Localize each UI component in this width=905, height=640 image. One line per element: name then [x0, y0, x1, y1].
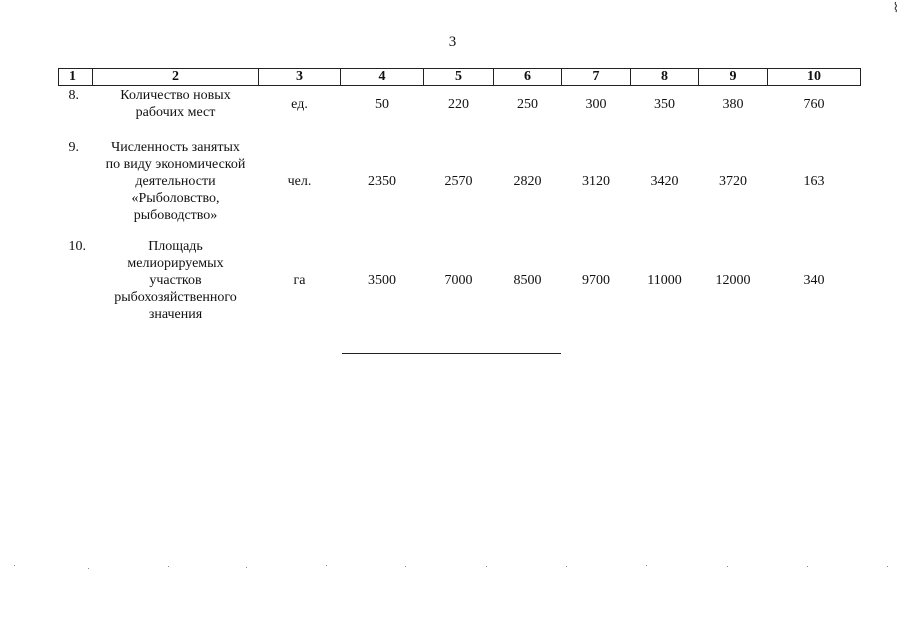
unit-cell: чел.: [287, 174, 312, 189]
scan-speck: [326, 565, 327, 566]
value-cell: 12000: [715, 273, 751, 288]
scan-speck: [88, 568, 89, 569]
indicator-name-line: Площадь: [148, 239, 203, 254]
indicator-name-line: «Рыболовство,: [131, 191, 220, 206]
table-header-row: [59, 69, 861, 86]
value-cell: 163: [803, 174, 825, 189]
value-cell: 380: [722, 96, 744, 112]
value-cell: 50: [375, 96, 389, 112]
value-cell: 7000: [444, 273, 473, 288]
scan-speck: [486, 566, 487, 567]
unit-cell: га: [293, 273, 306, 288]
value-cell: 11000: [647, 273, 682, 288]
indicators-table: [58, 68, 861, 323]
indicator-name-line: значения: [148, 307, 203, 322]
scan-speck: [566, 566, 567, 567]
value-cell: 760: [803, 96, 825, 112]
row-number: 9.: [68, 140, 79, 155]
scan-speck: [405, 566, 406, 567]
scan-speck: [246, 567, 247, 568]
value-cell: 250: [517, 96, 538, 112]
table-row: [59, 86, 861, 122]
end-separator-line: [342, 353, 561, 354]
scan-speck: [646, 565, 647, 566]
page-number: 3: [448, 34, 457, 50]
column-header-10: 10: [768, 69, 861, 86]
value-cell: 2820: [513, 174, 542, 189]
column-header-7: 7: [562, 69, 631, 86]
scan-speck: [168, 566, 169, 567]
value-cell: 8500: [513, 273, 542, 288]
value-cell: 220: [448, 96, 469, 112]
unit-cell: ед.: [291, 96, 308, 112]
scan-speck: [14, 565, 15, 566]
column-header-6: 6: [494, 69, 562, 86]
value-cell: 340: [803, 273, 825, 288]
value-cell: 3420: [650, 174, 679, 189]
column-header-9: 9: [699, 69, 768, 86]
indicator-name-line: рыбохозяйственного: [114, 290, 237, 305]
indicator-name-line: рыбоводство»: [133, 208, 218, 223]
indicator-name-line: по виду экономической: [105, 157, 246, 172]
table-row: [59, 121, 861, 224]
indicator-name-line: Численность занятых: [111, 140, 240, 155]
indicator-name: [93, 224, 259, 323]
column-header-2: 2: [93, 69, 259, 86]
table-row: [59, 224, 861, 323]
indicator-name: [93, 86, 259, 122]
value-cell: 3500: [368, 273, 396, 288]
value-cell: 2570: [444, 174, 473, 189]
scan-speck: [807, 566, 808, 567]
value-cell: 2350: [368, 174, 396, 189]
value-cell: 9700: [582, 273, 610, 288]
row-number: 10.: [68, 239, 86, 254]
scan-speck: [727, 566, 728, 567]
indicator-name-line: мелиорируемых: [127, 256, 224, 271]
value-cell: 300: [585, 96, 607, 112]
column-header-5: 5: [424, 69, 494, 86]
row-number: 8.: [68, 88, 79, 103]
indicator-name: [93, 121, 259, 224]
column-header-8: 8: [631, 69, 699, 86]
column-header-4: 4: [341, 69, 424, 86]
indicator-name-line: деятельности: [135, 174, 216, 189]
scan-speck: [887, 566, 888, 567]
value-cell: 3120: [582, 174, 610, 189]
indicator-name-line: рабочих мест: [135, 105, 216, 120]
indicator-name-line: Количество новых: [120, 88, 231, 103]
value-cell: 350: [654, 96, 675, 112]
value-cell: 3720: [719, 174, 747, 189]
column-header-1: 1: [59, 69, 93, 86]
indicator-name-line: участков: [149, 273, 202, 288]
scan-edge-mark: ⌇: [892, 0, 899, 15]
column-header-3: 3: [259, 69, 341, 86]
